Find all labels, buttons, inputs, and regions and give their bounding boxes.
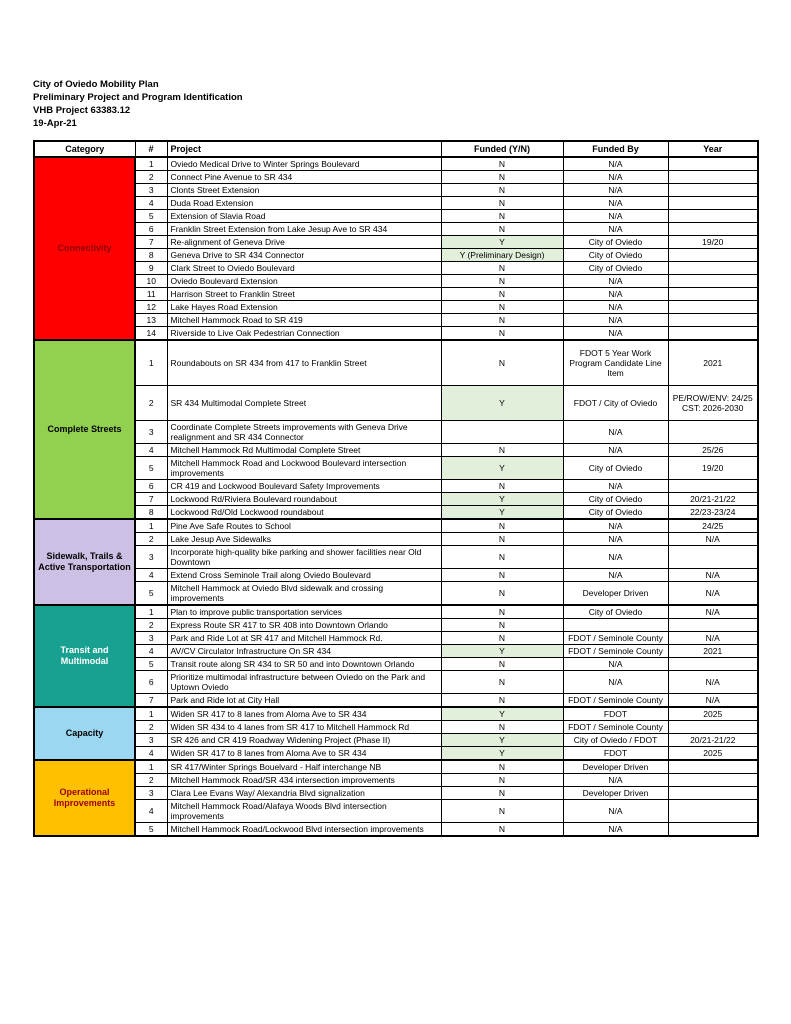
row-number-cell: 2 (135, 619, 167, 632)
funded-cell: N (441, 288, 563, 301)
row-number-cell: 3 (135, 184, 167, 197)
year-cell: 2021 (668, 340, 758, 386)
project-cell: Lockwood Rd/Old Lockwood roundabout (167, 506, 441, 520)
row-number-cell: 1 (135, 605, 167, 619)
year-cell: N/A (668, 533, 758, 546)
year-cell: N/A (668, 671, 758, 694)
year-cell (668, 787, 758, 800)
year-cell: 2025 (668, 747, 758, 761)
col-header-funded: Funded (Y/N) (441, 141, 563, 157)
funded-by-cell: N/A (563, 658, 668, 671)
row-number-cell: 9 (135, 262, 167, 275)
year-cell (668, 760, 758, 774)
col-header-year: Year (668, 141, 758, 157)
year-cell (668, 823, 758, 837)
project-cell: Transit route along SR 434 to SR 50 and into Downtown Orlando (167, 658, 441, 671)
row-number-cell: 3 (135, 632, 167, 645)
row-number-cell: 2 (135, 774, 167, 787)
project-cell: Oviedo Medical Drive to Winter Springs Boulevard (167, 157, 441, 171)
funded-cell: Y (441, 493, 563, 506)
funded-by-cell: N/A (563, 774, 668, 787)
funded-cell: Y (441, 386, 563, 421)
funded-cell: N (441, 444, 563, 457)
funded-cell: N (441, 760, 563, 774)
funded-cell: N (441, 157, 563, 171)
year-cell: N/A (668, 605, 758, 619)
funded-by-cell: Developer Driven (563, 760, 668, 774)
table-row (34, 340, 758, 386)
row-number-cell: 4 (135, 444, 167, 457)
year-cell: 19/20 (668, 457, 758, 480)
row-number-cell: 7 (135, 236, 167, 249)
row-number-cell: 6 (135, 480, 167, 493)
funded-by-cell: FDOT / City of Oviedo (563, 386, 668, 421)
table-row (34, 645, 758, 658)
year-cell (668, 721, 758, 734)
table-header-row (34, 141, 758, 157)
funded-cell: Y (441, 734, 563, 747)
table-row (34, 569, 758, 582)
funded-cell: N (441, 197, 563, 210)
funded-cell: Y (441, 645, 563, 658)
funded-cell: N (441, 671, 563, 694)
project-cell: Oviedo Boulevard Extension (167, 275, 441, 288)
table-row (34, 184, 758, 197)
category-cell: Sidewalk, Trails & Active Transportation (34, 519, 135, 605)
funded-cell: Y (Preliminary Design) (441, 249, 563, 262)
project-cell: Coordinate Complete Streets improvements with Geneva Drive realignment and SR 434 Connector (167, 421, 441, 444)
project-cell: Prioritize multimodal infrastructure between Oviedo on the Park and Uptown Oviedo (167, 671, 441, 694)
funded-by-cell: FDOT (563, 747, 668, 761)
year-cell (668, 301, 758, 314)
funded-by-cell: N/A (563, 569, 668, 582)
table-row (34, 171, 758, 184)
year-cell (668, 421, 758, 444)
funded-cell (441, 421, 563, 444)
table-row (34, 480, 758, 493)
year-cell: 22/23-23/24 (668, 506, 758, 520)
funded-cell: Y (441, 457, 563, 480)
funded-by-cell (563, 619, 668, 632)
year-cell: 19/20 (668, 236, 758, 249)
row-number-cell: 8 (135, 506, 167, 520)
project-cell: Connect Pine Avenue to SR 434 (167, 171, 441, 184)
year-cell: N/A (668, 694, 758, 708)
table-row (34, 734, 758, 747)
year-cell: 20/21-21/22 (668, 734, 758, 747)
project-cell: Geneva Drive to SR 434 Connector (167, 249, 441, 262)
row-number-cell: 2 (135, 386, 167, 421)
row-number-cell: 3 (135, 734, 167, 747)
table-row (34, 288, 758, 301)
document-header (33, 78, 243, 130)
year-cell: 20/21-21/22 (668, 493, 758, 506)
col-header-number: # (135, 141, 167, 157)
doc-title: City of Oviedo Mobility Plan (33, 79, 159, 90)
funded-cell: N (441, 184, 563, 197)
funded-by-cell: City of Oviedo (563, 249, 668, 262)
funded-by-cell: City of Oviedo (563, 236, 668, 249)
row-number-cell: 5 (135, 658, 167, 671)
row-number-cell: 1 (135, 519, 167, 533)
category-cell: Operational Improvements (34, 760, 135, 836)
table-body (34, 157, 758, 836)
table-row (34, 386, 758, 421)
funded-by-cell: N/A (563, 519, 668, 533)
table-row (34, 747, 758, 761)
project-cell: Extension of Slavia Road (167, 210, 441, 223)
project-cell: Mitchell Hammock Road/Alafaya Woods Blvd intersection improvements (167, 800, 441, 823)
funded-cell: N (441, 546, 563, 569)
row-number-cell: 3 (135, 787, 167, 800)
year-cell (668, 157, 758, 171)
col-header-funded-by: Funded By (563, 141, 668, 157)
funded-by-cell: FDOT (563, 707, 668, 721)
funded-by-cell: N/A (563, 480, 668, 493)
row-number-cell: 6 (135, 223, 167, 236)
row-number-cell: 6 (135, 671, 167, 694)
funded-cell: N (441, 210, 563, 223)
funded-cell: N (441, 582, 563, 606)
table-row (34, 546, 758, 569)
funded-cell: N (441, 533, 563, 546)
funded-cell: Y (441, 236, 563, 249)
project-cell: Mitchell Hammock Rd Multimodal Complete Street (167, 444, 441, 457)
year-cell (668, 327, 758, 341)
funded-cell: N (441, 480, 563, 493)
funded-by-cell: N/A (563, 421, 668, 444)
funded-cell: N (441, 519, 563, 533)
table-row (34, 519, 758, 533)
project-cell: Incorporate high-quality bike parking and shower facilities near Old Downtown (167, 546, 441, 569)
project-cell: CR 419 and Lockwood Boulevard Safety Improvements (167, 480, 441, 493)
table-row (34, 493, 758, 506)
table-row (34, 314, 758, 327)
row-number-cell: 1 (135, 340, 167, 386)
table-row (34, 210, 758, 223)
funded-by-cell: FDOT / Seminole County (563, 645, 668, 658)
project-cell: Franklin Street Extension from Lake Jesup Ave to SR 434 (167, 223, 441, 236)
project-cell: Express Route SR 417 to SR 408 into Downtown Orlando (167, 619, 441, 632)
project-cell: Mitchell Hammock at Oviedo Blvd sidewalk and crossing improvements (167, 582, 441, 606)
funded-by-cell: City of Oviedo (563, 262, 668, 275)
row-number-cell: 7 (135, 493, 167, 506)
row-number-cell: 4 (135, 747, 167, 761)
table-row (34, 249, 758, 262)
project-cell: Re-alignment of Geneva Drive (167, 236, 441, 249)
project-cell: Park and Ride Lot at SR 417 and Mitchell Hammock Rd. (167, 632, 441, 645)
row-number-cell: 2 (135, 721, 167, 734)
project-cell: Mitchell Hammock Road to SR 419 (167, 314, 441, 327)
row-number-cell: 2 (135, 533, 167, 546)
table-row (34, 262, 758, 275)
funded-by-cell: FDOT / Seminole County (563, 721, 668, 734)
year-cell: 2025 (668, 707, 758, 721)
doc-project-number: VHB Project 63383.12 (33, 105, 131, 116)
project-cell: Harrison Street to Franklin Street (167, 288, 441, 301)
project-cell: Lake Hayes Road Extension (167, 301, 441, 314)
row-number-cell: 13 (135, 314, 167, 327)
category-cell: Capacity (34, 707, 135, 760)
funded-cell: Y (441, 506, 563, 520)
category-cell: Complete Streets (34, 340, 135, 519)
year-cell: 2021 (668, 645, 758, 658)
funded-cell: N (441, 823, 563, 837)
funded-cell: Y (441, 747, 563, 761)
project-cell: Riverside to Live Oak Pedestrian Connection (167, 327, 441, 341)
table-row (34, 157, 758, 171)
project-cell: SR 417/Winter Springs Bouelvard - Half interchange NB (167, 760, 441, 774)
doc-date: 19-Apr-21 (33, 118, 77, 129)
project-cell: Plan to improve public transportation services (167, 605, 441, 619)
funded-by-cell: City of Oviedo / FDOT (563, 734, 668, 747)
funded-cell: N (441, 694, 563, 708)
table-row (34, 619, 758, 632)
year-cell (668, 658, 758, 671)
row-number-cell: 4 (135, 645, 167, 658)
project-cell: Pine Ave Safe Routes to School (167, 519, 441, 533)
project-cell: AV/CV Circulator Infrastructure On SR 434 (167, 645, 441, 658)
year-cell (668, 619, 758, 632)
year-cell: N/A (668, 632, 758, 645)
funded-cell: N (441, 721, 563, 734)
funded-by-cell: N/A (563, 275, 668, 288)
table-row (34, 301, 758, 314)
table-row (34, 721, 758, 734)
year-cell (668, 262, 758, 275)
table-row (34, 506, 758, 520)
funded-by-cell: N/A (563, 288, 668, 301)
funded-cell: N (441, 800, 563, 823)
table-row (34, 533, 758, 546)
year-cell (668, 223, 758, 236)
project-cell: Widen SR 417 to 8 lanes from Aloma Ave to SR 434 (167, 707, 441, 721)
year-cell (668, 800, 758, 823)
funded-by-cell: N/A (563, 301, 668, 314)
table-row (34, 457, 758, 480)
row-number-cell: 12 (135, 301, 167, 314)
table-row (34, 236, 758, 249)
row-number-cell: 14 (135, 327, 167, 341)
year-cell (668, 288, 758, 301)
row-number-cell: 5 (135, 210, 167, 223)
project-cell: Roundabouts on SR 434 from 417 to Franklin Street (167, 340, 441, 386)
project-cell: Extend Cross Seminole Trail along Oviedo Boulevard (167, 569, 441, 582)
year-cell (668, 171, 758, 184)
project-cell: Mitchell Hammock Road/SR 434 intersection improvements (167, 774, 441, 787)
funded-cell: N (441, 605, 563, 619)
funded-by-cell: N/A (563, 314, 668, 327)
funded-by-cell: N/A (563, 157, 668, 171)
funded-cell: N (441, 314, 563, 327)
funded-cell: N (441, 340, 563, 386)
year-cell (668, 210, 758, 223)
row-number-cell: 11 (135, 288, 167, 301)
project-cell: Widen SR 434 to 4 lanes from SR 417 to Mitchell Hammock Rd (167, 721, 441, 734)
table-row (34, 707, 758, 721)
table-row (34, 223, 758, 236)
project-cell: Clara Lee Evans Way/ Alexandria Blvd signalization (167, 787, 441, 800)
category-cell: Transit and Multimodal (34, 605, 135, 707)
doc-subtitle: Preliminary Project and Program Identification (33, 92, 243, 103)
year-cell: N/A (668, 569, 758, 582)
funded-cell: N (441, 327, 563, 341)
project-cell: Clonts Street Extension (167, 184, 441, 197)
row-number-cell: 1 (135, 707, 167, 721)
row-number-cell: 8 (135, 249, 167, 262)
table-row (34, 823, 758, 837)
row-number-cell: 1 (135, 760, 167, 774)
project-cell: Mitchell Hammock Road/Lockwood Blvd intersection improvements (167, 823, 441, 837)
funded-by-cell: City of Oviedo (563, 493, 668, 506)
year-cell (668, 249, 758, 262)
year-cell: N/A (668, 582, 758, 606)
funded-by-cell: N/A (563, 223, 668, 236)
funded-by-cell: FDOT 5 Year Work Program Candidate Line Item (563, 340, 668, 386)
funded-cell: N (441, 658, 563, 671)
row-number-cell: 2 (135, 171, 167, 184)
funded-cell: N (441, 262, 563, 275)
row-number-cell: 1 (135, 157, 167, 171)
project-cell: Lockwood Rd/Riviera Boulevard roundabout (167, 493, 441, 506)
col-header-project: Project (167, 141, 441, 157)
funded-by-cell: N/A (563, 171, 668, 184)
project-cell: SR 434 Multimodal Complete Street (167, 386, 441, 421)
year-cell (668, 184, 758, 197)
row-number-cell: 3 (135, 546, 167, 569)
funded-by-cell: N/A (563, 823, 668, 837)
project-cell: Widen SR 417 to 8 lanes from Aloma Ave to SR 434 (167, 747, 441, 761)
funded-by-cell: N/A (563, 444, 668, 457)
year-cell (668, 275, 758, 288)
year-cell (668, 480, 758, 493)
funded-by-cell: N/A (563, 546, 668, 569)
projects-table-container (33, 140, 757, 837)
funded-cell: Y (441, 707, 563, 721)
project-cell: Clark Street to Oviedo Boulevard (167, 262, 441, 275)
table-row (34, 605, 758, 619)
col-header-category: Category (34, 141, 135, 157)
funded-cell: N (441, 774, 563, 787)
table-row (34, 632, 758, 645)
year-cell (668, 546, 758, 569)
funded-by-cell: N/A (563, 671, 668, 694)
table-row (34, 694, 758, 708)
funded-cell: N (441, 275, 563, 288)
funded-by-cell: City of Oviedo (563, 457, 668, 480)
table-row (34, 658, 758, 671)
funded-by-cell: N/A (563, 327, 668, 341)
table-row (34, 197, 758, 210)
project-cell: Lake Jesup Ave Sidewalks (167, 533, 441, 546)
project-cell: Duda Road Extension (167, 197, 441, 210)
table-row (34, 787, 758, 800)
funded-by-cell: N/A (563, 197, 668, 210)
year-cell (668, 774, 758, 787)
funded-cell: N (441, 632, 563, 645)
row-number-cell: 5 (135, 582, 167, 606)
funded-by-cell: N/A (563, 533, 668, 546)
row-number-cell: 10 (135, 275, 167, 288)
table-row (34, 800, 758, 823)
funded-by-cell: City of Oviedo (563, 605, 668, 619)
table-row (34, 760, 758, 774)
project-cell: Mitchell Hammock Road and Lockwood Boulevard intersection improvements (167, 457, 441, 480)
table-row (34, 421, 758, 444)
table-row (34, 774, 758, 787)
funded-by-cell: N/A (563, 210, 668, 223)
table-row (34, 582, 758, 606)
year-cell (668, 314, 758, 327)
table-row (34, 671, 758, 694)
funded-by-cell: N/A (563, 800, 668, 823)
table-row (34, 275, 758, 288)
projects-table (33, 140, 759, 837)
funded-cell: N (441, 171, 563, 184)
funded-by-cell: FDOT / Seminole County (563, 694, 668, 708)
funded-by-cell: N/A (563, 184, 668, 197)
funded-cell: N (441, 301, 563, 314)
row-number-cell: 3 (135, 421, 167, 444)
funded-by-cell: Developer Driven (563, 582, 668, 606)
row-number-cell: 4 (135, 197, 167, 210)
funded-cell: N (441, 787, 563, 800)
funded-cell: N (441, 569, 563, 582)
funded-by-cell: FDOT / Seminole County (563, 632, 668, 645)
table-row (34, 327, 758, 341)
row-number-cell: 4 (135, 800, 167, 823)
funded-by-cell: Developer Driven (563, 787, 668, 800)
project-cell: SR 426 and CR 419 Roadway Widening Project (Phase II) (167, 734, 441, 747)
funded-cell: N (441, 223, 563, 236)
year-cell: 25/26 (668, 444, 758, 457)
funded-cell: N (441, 619, 563, 632)
row-number-cell: 5 (135, 457, 167, 480)
year-cell: 24/25 (668, 519, 758, 533)
row-number-cell: 7 (135, 694, 167, 708)
project-cell: Park and Ride lot at City Hall (167, 694, 441, 708)
year-cell (668, 197, 758, 210)
table-row (34, 444, 758, 457)
funded-by-cell: City of Oviedo (563, 506, 668, 520)
year-cell: PE/ROW/ENV: 24/25 CST: 2026-2030 (668, 386, 758, 421)
row-number-cell: 4 (135, 569, 167, 582)
row-number-cell: 5 (135, 823, 167, 837)
category-cell: Connectivity (34, 157, 135, 340)
